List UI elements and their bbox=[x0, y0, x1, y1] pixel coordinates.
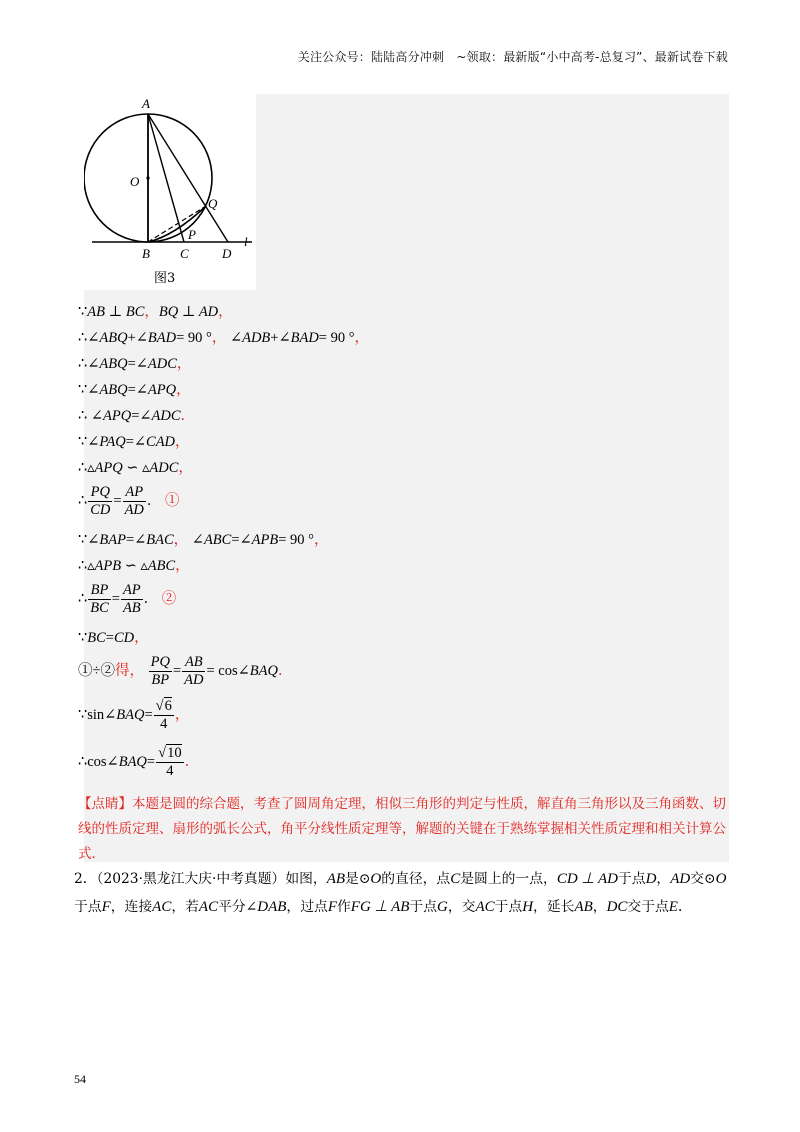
label-l: l bbox=[244, 234, 248, 249]
label-b: B bbox=[142, 246, 150, 261]
segment-ad bbox=[148, 114, 228, 242]
fraction-pq-cd: $\frac{PQ}{CD}$ bbox=[90, 484, 111, 518]
solution-line-12: ∵BC=CD， bbox=[78, 630, 149, 646]
solution-line-8: ∴ $\frac{PQ}{CD}$ = $\frac{AP}{AD}$ ． ① bbox=[78, 484, 180, 518]
label-a: A bbox=[142, 96, 150, 111]
page-number: 54 bbox=[74, 1072, 86, 1086]
solution-line-6: ∵∠PAQ=∠CAD， bbox=[78, 434, 190, 450]
fraction-ap-ad: $\frac{AP}{AD}$ bbox=[124, 484, 144, 518]
solution-line-1: ∵AB ⊥ BC，BQ ⊥ AD， bbox=[78, 304, 233, 320]
label-q: Q bbox=[208, 196, 218, 211]
label-d: D bbox=[222, 246, 232, 261]
segment-bq bbox=[148, 206, 206, 242]
label-o: O bbox=[130, 174, 140, 189]
geometry-figure bbox=[84, 94, 256, 290]
figure-3-diagram bbox=[84, 94, 256, 290]
solution-line-9: ∵∠BAP=∠BAC， ∠ABC=∠APB= 90 °， bbox=[78, 532, 329, 548]
solution-line-7: ∴▵APQ ∽ ▵ADC， bbox=[78, 460, 193, 476]
fraction-pq-bp: $\frac{PQ}{BP}$ bbox=[150, 654, 170, 688]
solution-line-10: ∴▵APB ∽ ▵ABC， bbox=[78, 558, 190, 574]
center-point bbox=[146, 176, 149, 179]
solution-line-15: ∴cos∠BAQ= $\frac{√10}{4}$ ． bbox=[78, 745, 200, 779]
fraction-ap-ab: $\frac{AP}{AB}$ bbox=[122, 582, 141, 616]
solution-line-13: ①÷②得， $\frac{PQ}{BP}$ = $\frac{AB}{AD}$ = cos∠BAQ． bbox=[78, 654, 293, 688]
fraction-sqrt10-4: $\frac{√10}{4}$ bbox=[158, 745, 182, 779]
question-2: 2．（2023·黑龙江大庆·中考真题）如图，AB是⊙O的直径，点C是圆上的一点，CD ⊥ AD于点D，AD交⊙O于点F，连接AC，若AC平分∠DAB，过点F作FG ⊥ AB于点G，交AC于点H，延长AB，DC交于点E． bbox=[74, 871, 727, 915]
solution-line-14: ∵sin∠BAQ= $\frac{√6}{4}$ ， bbox=[78, 698, 190, 732]
fraction-ab-ad: $\frac{AB}{AD}$ bbox=[184, 654, 204, 688]
label-p: P bbox=[188, 227, 196, 242]
solution-line-5: ∴ ∠APQ=∠ADC． bbox=[78, 408, 196, 424]
solution-line-3: ∴∠ABQ=∠ADC， bbox=[78, 356, 192, 372]
solution-line-11: ∴ $\frac{BP}{BC}$ = $\frac{AP}{AB}$ ． ② bbox=[78, 582, 177, 616]
figure-caption: 图3 bbox=[154, 271, 176, 286]
page-header: 关注公众号：陆陆高分冲刺 ~领取：最新版“小中高考-总复习”、最新试卷下载 bbox=[297, 50, 728, 64]
label-c: C bbox=[180, 246, 189, 261]
solution-line-4: ∵∠ABQ=∠APQ， bbox=[78, 382, 191, 398]
fraction-sqrt6-4: $\frac{√6}{4}$ bbox=[155, 698, 172, 732]
fraction-bp-bc: $\frac{BP}{BC}$ bbox=[90, 582, 109, 616]
solution-line-2: ∴∠ABQ+∠BAD= 90 °， ∠ADB+∠BAD= 90 °， bbox=[78, 330, 370, 346]
key-point-note: 【点睛】本题是圆的综合题，考查了圆周角定理，相似三角形的判定与性质，解直角三角形以及三角函数、切线的性质定理、扇形的弧长公式，角平分线性质定理等，解题的关键在于熟练掌握相关性质定理和相关计算公式． bbox=[78, 796, 726, 862]
